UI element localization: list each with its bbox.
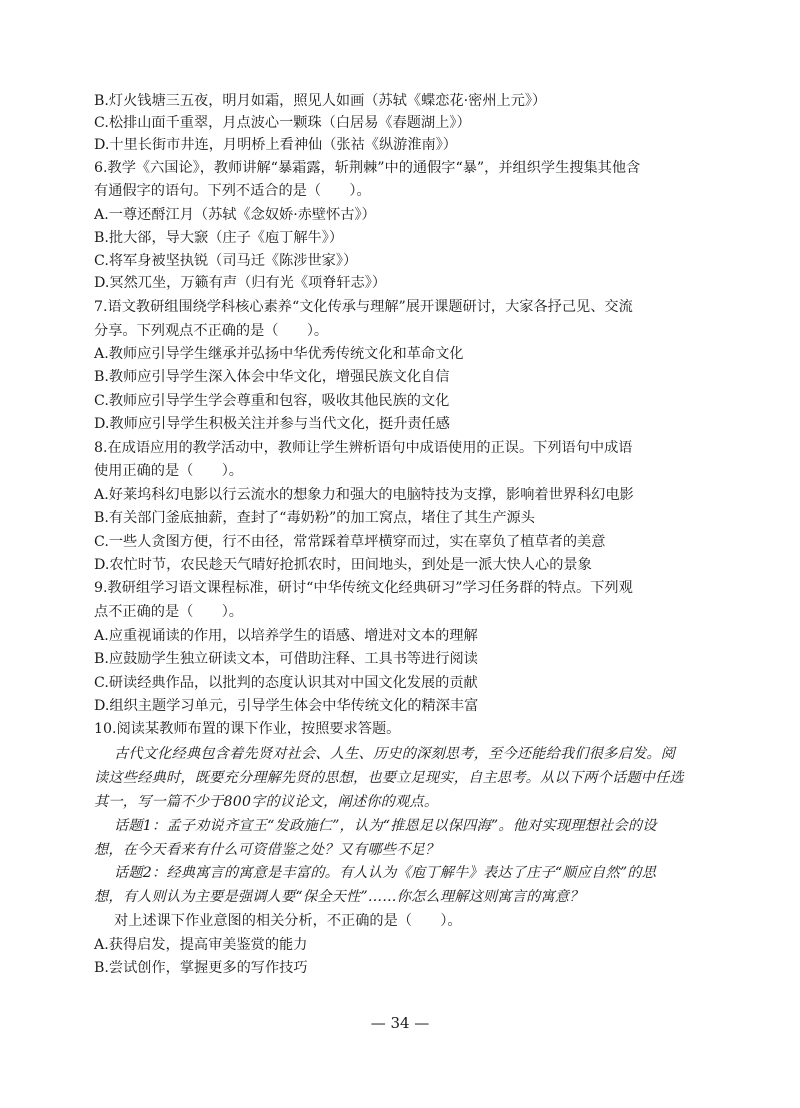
q10-option-b: B.尝试创作，掌握更多的写作技巧 xyxy=(94,960,308,976)
question-7-stem: 7.语文教研组围绕学科核心素养“文化传承与理解”展开课题研讨，大家各抒己见、交流 xyxy=(94,299,633,315)
question-6-stem: 6.教学《六国论》，教师讲解“暴霜露，斩荆棘”中的通假字“暴”，并组织学生搜集其他含 xyxy=(94,160,641,176)
option-c-prev: C.松排山面千重翠，月点波心一颗珠（白居易《春题湖上》） xyxy=(94,115,471,131)
passage-line-3: 其一，写一篇不少于800字的议论文，阐述你的观点。 xyxy=(94,794,439,810)
q9-option-d: D.组织主题学习单元，引导学生体会中华传统文化的精深丰富 xyxy=(94,698,479,714)
q7-option-b: B.教师应引导学生深入体会中华文化，增强民族文化自信 xyxy=(94,369,450,385)
question-9-stem: 9.教研组学习语文课程标准，研讨“中华传统文化经典研习”学习任务群的特点。下列观 xyxy=(94,580,633,596)
q7-option-c: C.教师应引导学生学会尊重和包容，吸收其他民族的文化 xyxy=(94,393,450,409)
option-6b-prev: B.灯火钱塘三五夜，明月如霜，照见人如画（苏轼《蝶恋花·密州上元》） xyxy=(94,93,547,109)
q7-option-a: A.教师应引导学生继承并弘扬中华优秀传统文化和革命文化 xyxy=(94,346,464,362)
topic-1-line-2: 想，在今天看来有什么可资借鉴之处？又有哪些不足？ xyxy=(94,842,440,858)
q6-option-c: C.将军身被坚执锐（司马迁《陈涉世家》） xyxy=(94,253,358,269)
topic-1-line-1: 话题1：孟子劝说齐宣王“发政施仁”，认为“推恩足以保四海”。他对实现理想社会的设 xyxy=(114,818,657,834)
q9-option-a: A.应重视诵读的作用，以培养学生的语感、增进对文本的理解 xyxy=(94,628,478,644)
question-10-ask: 对上述课下作业意图的相关分析，不正确的是（ ）。 xyxy=(114,913,462,929)
question-7-stem-cont: 分享。下列观点不正确的是（ ）。 xyxy=(94,323,329,339)
topic-2-line-1: 话题2：经典寓言的寓意是丰富的。有人认为《庖丁解牛》表达了庄子“顺应自然”的思 xyxy=(114,865,657,881)
topic-2-line-2: 想，有人则认为主要是强调人要“保全天性”……你怎么理解这则寓言的寓意？ xyxy=(94,889,584,905)
q10-option-a: A.获得启发，提高审美鉴赏的能力 xyxy=(94,937,308,953)
question-10-stem: 10.阅读某教师布置的课下作业，按照要求答题。 xyxy=(94,721,401,737)
q7-option-d: D.教师应引导学生积极关注并参与当代文化，挺升责任感 xyxy=(94,416,450,432)
q8-option-a: A.好莱坞科幻电影以行云流水的想象力和强大的电脑特技为支撑，影响着世界科幻电影 xyxy=(94,487,634,503)
option-d-prev: D.十里长街市井连，月明桥上看神仙（张祜《纵游淮南》） xyxy=(94,137,457,153)
question-8-stem: 8.在成语应用的教学活动中，教师让学生辨析语句中成语使用的正误。下列语句中成语 xyxy=(94,440,633,456)
q8-option-b: B.有关部门釜底抽薪，查封了“毒奶粉”的加工窝点，堵住了其生产源头 xyxy=(94,510,535,526)
passage-line-1: 古代文化经典包含着先贤对社会、人生、历史的深刻思考，至今还能给我们很多启发。阅 xyxy=(114,746,676,762)
q9-option-c: C.研读经典作品，以批判的态度认识其对中国文化发展的贡献 xyxy=(94,675,478,691)
q8-option-c: C.一些人贪图方便，行不由径，常常踩着草坪横穿而过，实在辜负了植草者的美意 xyxy=(94,534,606,550)
question-8-stem-cont: 使用正确的是（ ）。 xyxy=(94,463,243,479)
page-number: — 34 — xyxy=(370,1014,430,1032)
q6-option-d: D.冥然兀坐，万籁有声（归有光《项脊轩志》） xyxy=(94,275,387,291)
q8-option-d: D.农忙时节，农民趁天气晴好抢抓农时，田间地头，到处是一派大快人心的景象 xyxy=(94,557,592,573)
question-9-stem-cont: 点不正确的是（ ）。 xyxy=(94,604,243,620)
q9-option-b: B.应鼓励学生独立研读文本，可借助注释、工具书等进行阅读 xyxy=(94,651,478,667)
q6-option-b: B.批大郤，导大窾（庄子《庖丁解牛》） xyxy=(94,230,344,246)
q6-option-a: A.一尊还酹江月（苏轼《念奴娇·赤壁怀古》） xyxy=(94,207,376,223)
question-6-stem-cont: 有通假字的语句。下列不适合的是（ ）。 xyxy=(94,183,371,199)
passage-line-2: 读这些经典时，既要充分理解先贤的思想，也要立足现实，自主思考。从以下两个话题中任选 xyxy=(94,770,684,786)
